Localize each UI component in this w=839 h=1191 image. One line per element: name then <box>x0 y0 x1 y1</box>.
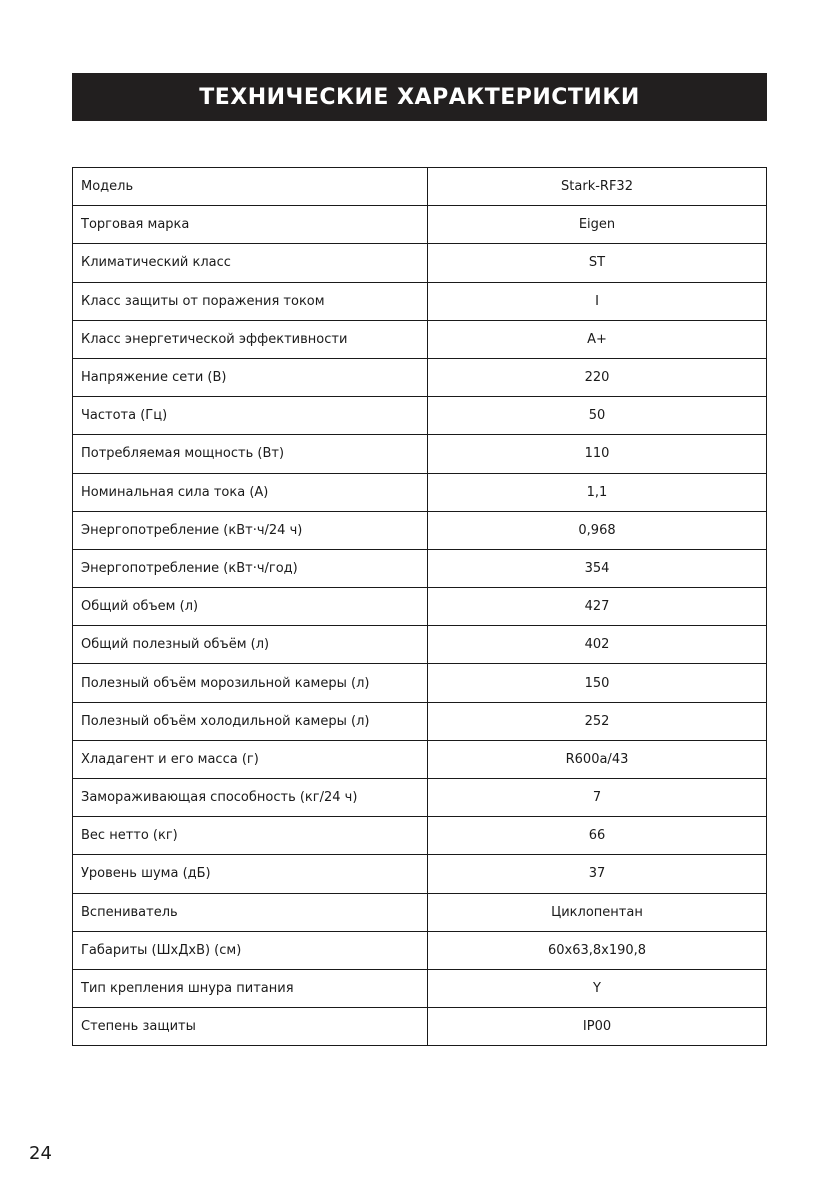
table-row <box>73 779 767 817</box>
table-row <box>73 511 767 549</box>
specifications-table-body <box>73 168 767 1046</box>
table-row <box>73 931 767 969</box>
table-row <box>73 397 767 435</box>
table-row <box>73 168 767 206</box>
spec-value: Stark-RF32 <box>428 168 767 206</box>
spec-parameter: Класс защиты от поражения током <box>73 282 428 320</box>
spec-parameter: Вес нетто (кг) <box>73 817 428 855</box>
specifications-table <box>72 167 767 1046</box>
spec-value: 354 <box>428 549 767 587</box>
spec-value: 7 <box>428 779 767 817</box>
spec-parameter: Номинальная сила тока (А) <box>73 473 428 511</box>
spec-value: I <box>428 282 767 320</box>
spec-value: Y <box>428 969 767 1007</box>
spec-value: IP00 <box>428 1008 767 1046</box>
page-number: 24 <box>29 1143 52 1164</box>
spec-value: 1,1 <box>428 473 767 511</box>
spec-parameter: Общий полезный объём (л) <box>73 626 428 664</box>
spec-parameter: Уровень шума (дБ) <box>73 855 428 893</box>
table-row <box>73 664 767 702</box>
spec-parameter: Габариты (ШхДхВ) (см) <box>73 931 428 969</box>
table-row <box>73 855 767 893</box>
spec-parameter: Полезный объём холодильной камеры (л) <box>73 702 428 740</box>
spec-parameter: Энергопотребление (кВт·ч/24 ч) <box>73 511 428 549</box>
spec-value: 252 <box>428 702 767 740</box>
spec-parameter: Напряжение сети (В) <box>73 358 428 396</box>
table-row <box>73 206 767 244</box>
table-row <box>73 473 767 511</box>
table-row <box>73 244 767 282</box>
table-row <box>73 626 767 664</box>
spec-value: 37 <box>428 855 767 893</box>
table-row <box>73 549 767 587</box>
table-row <box>73 817 767 855</box>
spec-parameter: Вспениватель <box>73 893 428 931</box>
spec-value: 0,968 <box>428 511 767 549</box>
spec-parameter: Замораживающая способность (кг/24 ч) <box>73 779 428 817</box>
spec-parameter: Потребляемая мощность (Вт) <box>73 435 428 473</box>
spec-value: 220 <box>428 358 767 396</box>
spec-value: ST <box>428 244 767 282</box>
spec-parameter: Класс энергетической эффективности <box>73 320 428 358</box>
spec-value: 110 <box>428 435 767 473</box>
table-row <box>73 320 767 358</box>
spec-parameter: Частота (Гц) <box>73 397 428 435</box>
spec-value: 66 <box>428 817 767 855</box>
spec-parameter: Общий объем (л) <box>73 588 428 626</box>
spec-parameter: Климатический класс <box>73 244 428 282</box>
spec-value: Циклопентан <box>428 893 767 931</box>
spec-parameter: Степень защиты <box>73 1008 428 1046</box>
spec-parameter: Тип крепления шнура питания <box>73 969 428 1007</box>
spec-value: 402 <box>428 626 767 664</box>
spec-parameter: Торговая марка <box>73 206 428 244</box>
spec-parameter: Полезный объём морозильной камеры (л) <box>73 664 428 702</box>
section-header <box>72 73 767 121</box>
spec-parameter: Энергопотребление (кВт·ч/год) <box>73 549 428 587</box>
spec-value: R600a/43 <box>428 740 767 778</box>
spec-value: 50 <box>428 397 767 435</box>
table-row <box>73 702 767 740</box>
spec-value: A+ <box>428 320 767 358</box>
spec-value: 427 <box>428 588 767 626</box>
table-row <box>73 282 767 320</box>
spec-value: 60x63,8x190,8 <box>428 931 767 969</box>
table-row <box>73 435 767 473</box>
spec-parameter: Модель <box>73 168 428 206</box>
table-row <box>73 740 767 778</box>
table-row <box>73 893 767 931</box>
spec-value: Eigen <box>428 206 767 244</box>
table-row <box>73 588 767 626</box>
table-row <box>73 358 767 396</box>
page-title: ТЕХНИЧЕСКИЕ ХАРАКТЕРИСТИКИ <box>199 84 640 110</box>
spec-value: 150 <box>428 664 767 702</box>
spec-parameter: Хладагент и его масса (г) <box>73 740 428 778</box>
table-row <box>73 969 767 1007</box>
table-row <box>73 1008 767 1046</box>
